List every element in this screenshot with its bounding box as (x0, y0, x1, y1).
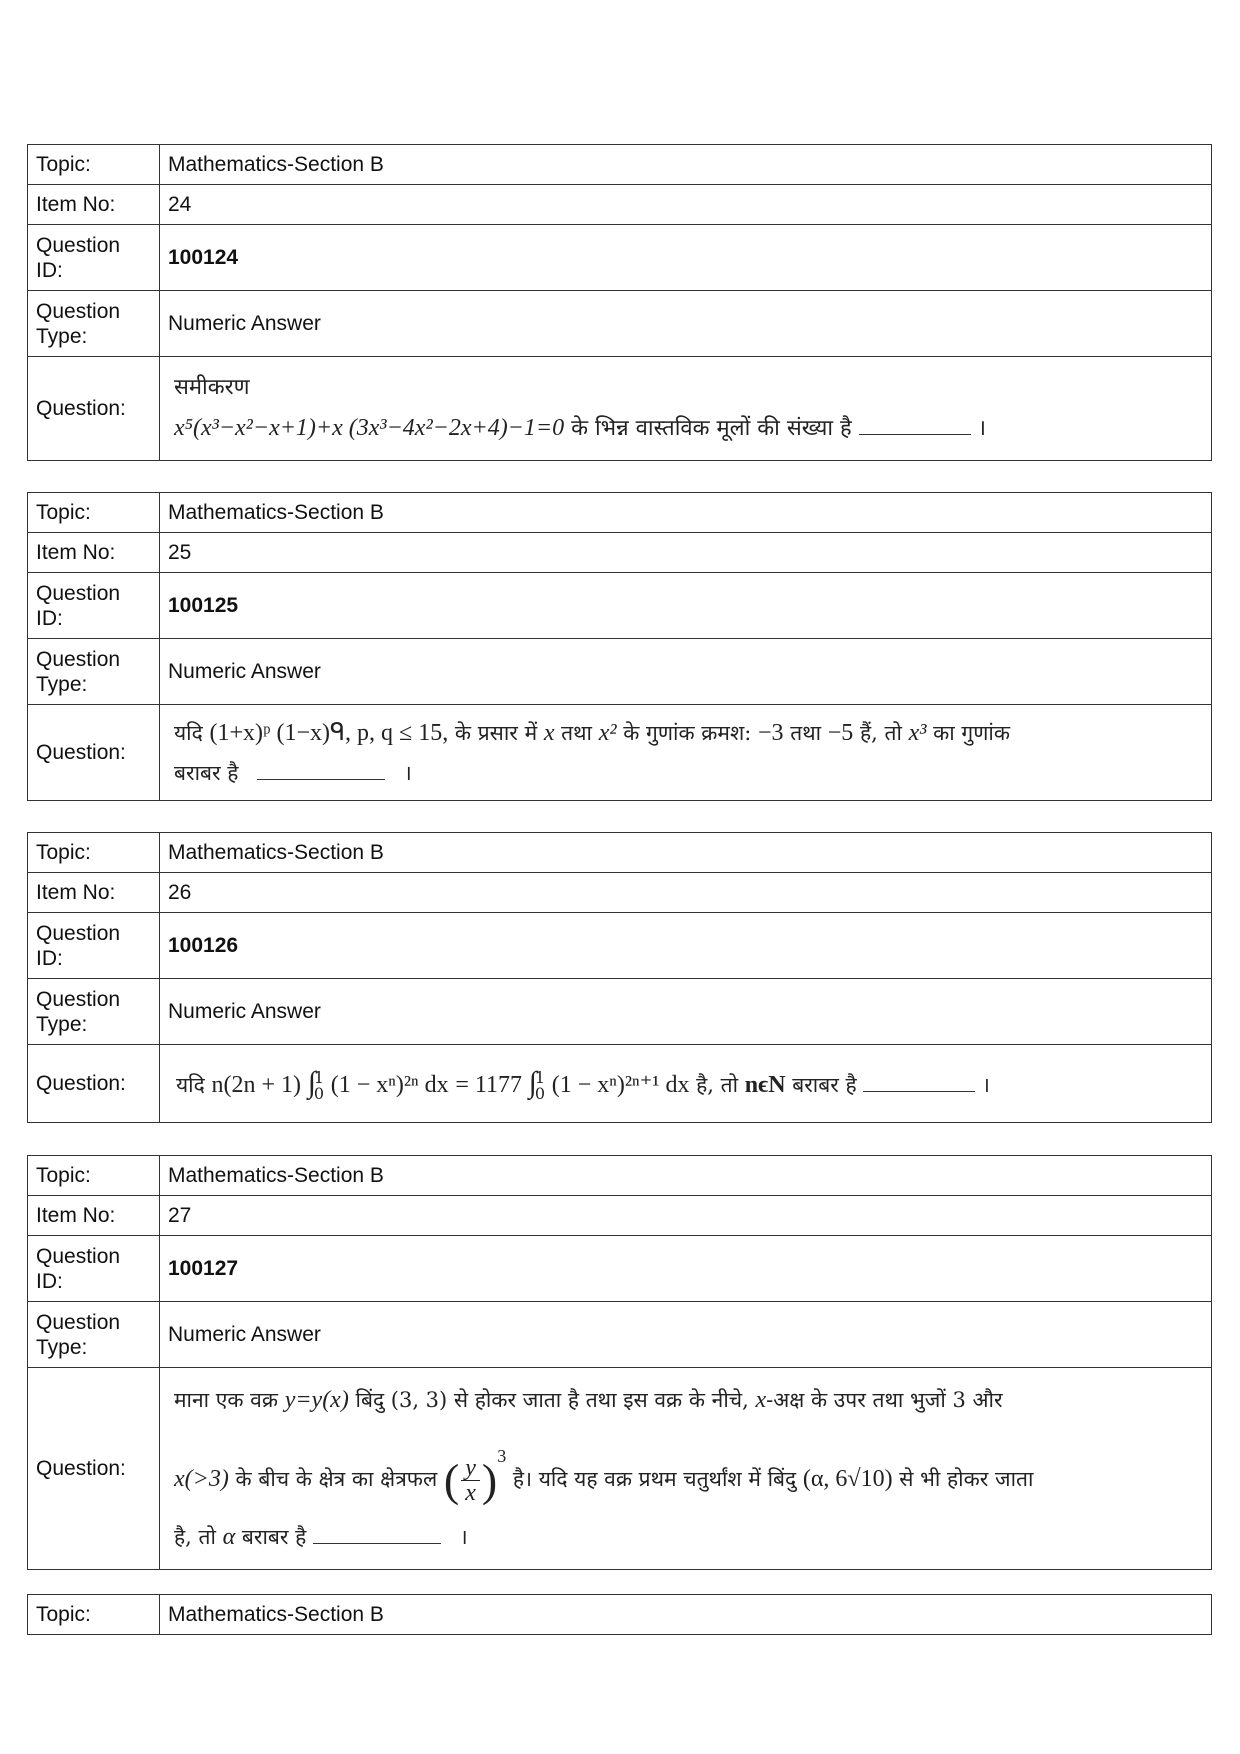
end-mark: । (982, 1072, 990, 1097)
lhs-factor: n(2n + 1) (211, 1071, 301, 1098)
question-type-label: Question Type: (28, 639, 160, 705)
answer-blank (863, 1069, 975, 1092)
question-body (160, 705, 1212, 801)
equation: x⁵(x³−x²−x+1)+x (3x³−4x²−2x+4)−1=0 (174, 415, 565, 441)
question-tail: के भिन्न वास्तविक मूलों की संख्या है (571, 416, 852, 441)
question-table-25 (27, 492, 1212, 801)
text-segment: के बीच के क्षेत्र का क्षेत्रफल (235, 1467, 438, 1491)
question-label: Question: (28, 357, 160, 461)
topic-label: Topic: (28, 833, 160, 873)
question-line-2: बराबर है (174, 760, 239, 785)
item-no-label: Item No: (28, 185, 160, 225)
prefix: यदि (176, 1072, 205, 1097)
end-mark: । (403, 760, 412, 785)
item-no-label: Item No: (28, 873, 160, 913)
question-body (160, 357, 1212, 461)
text-segment: माना एक वक्र (174, 1388, 278, 1412)
topic-label: Topic: (28, 145, 160, 185)
answer-blank (313, 1521, 441, 1544)
lower-limit: 0 (534, 1084, 546, 1103)
upper-limit: 1 (534, 1068, 546, 1087)
question-label: Question: (28, 1045, 160, 1123)
upper-limit: 1 (313, 1068, 325, 1087)
question-id-value: 100126 (160, 913, 1212, 979)
right-paren-icon: ) (481, 1454, 498, 1506)
answer-blank (859, 412, 971, 435)
text-segment: बिंदु (3, 3) से होकर जाता है तथा इस वक्र के नीचे, (355, 1388, 749, 1412)
question-type-label: Question Type: (28, 979, 160, 1045)
question-label: Question: (28, 1368, 160, 1570)
question-table-24 (27, 144, 1212, 461)
question-id-value: 100124 (160, 225, 1212, 291)
question-type-value: Numeric Answer (160, 639, 1212, 705)
text-segment: तथा (561, 720, 592, 745)
topic-value: Mathematics-Section B (160, 833, 1212, 873)
question-type-label: Question Type: (28, 1302, 160, 1368)
topic-label: Topic: (28, 1156, 160, 1196)
question-table-27 (27, 1155, 1212, 1570)
item-no-label: Item No: (28, 533, 160, 573)
item-no-value: 25 (160, 533, 1212, 573)
text-segment: के गुणांक क्रमश: (623, 720, 752, 745)
end-mark: । (977, 416, 987, 441)
topic-value: Mathematics-Section B (160, 145, 1212, 185)
equals-constant: = 1177 (455, 1071, 522, 1098)
left-paren-icon: ( (443, 1454, 460, 1506)
fraction-numerator: y (461, 1456, 480, 1481)
var-x3: x³ (908, 719, 927, 746)
integral-icon: ∫ (528, 1065, 537, 1099)
question-table-26 (27, 832, 1212, 1123)
text-segment: है, तो (174, 1524, 216, 1549)
question-type-value: Numeric Answer (160, 291, 1212, 357)
topic-label: Topic: (28, 493, 160, 533)
integrand-1: (1 − xⁿ)²ⁿ dx (330, 1071, 449, 1098)
question-id-value: 100127 (160, 1236, 1212, 1302)
topic-value: Mathematics-Section B (160, 1595, 1212, 1635)
fraction-denominator: x (465, 1480, 476, 1506)
integrand-2: (1 − xⁿ)²ⁿ⁺¹ dx (551, 1071, 690, 1098)
item-no-value: 24 (160, 185, 1212, 225)
fraction-y-over-x (461, 1456, 480, 1505)
exponent: 3 (497, 1446, 507, 1466)
text-segment: के प्रसार में (454, 720, 538, 745)
topic-label: Topic: (28, 1595, 160, 1635)
question-body (160, 1368, 1212, 1570)
question-tail: बराबर है (792, 1072, 857, 1097)
item-no-value: 26 (160, 873, 1212, 913)
expansion-expr: (1+x)ᵖ (1−x)ᑫ, p, q ≤ 15, (209, 719, 449, 746)
text-segment: है, तो (696, 1072, 739, 1097)
answer-blank (257, 757, 385, 780)
question-line-1: समीकरण (174, 375, 250, 400)
var-x2: x² (598, 719, 617, 746)
item-no-label: Item No: (28, 1196, 160, 1236)
var-x: x (543, 719, 555, 746)
text-segment: तथा (790, 720, 822, 745)
prefix: यदि (174, 720, 203, 745)
lower-limit: 0 (313, 1084, 325, 1103)
alpha-var: α (222, 1523, 236, 1550)
question-body (160, 1045, 1212, 1123)
question-id-value: 100125 (160, 573, 1212, 639)
question-table-28 (27, 1594, 1212, 1635)
integral-limits (535, 1070, 545, 1102)
question-type-value: Numeric Answer (160, 1302, 1212, 1368)
text-segment: का गुणांक (933, 720, 1010, 745)
question-label: Question: (28, 705, 160, 801)
coefficient-2: −5 (827, 719, 854, 746)
x-gt-3: x(>3) (174, 1466, 229, 1492)
item-no-value: 27 (160, 1196, 1212, 1236)
end-mark: । (459, 1524, 468, 1549)
question-type-label: Question Type: (28, 291, 160, 357)
text-segment: बराबर है (241, 1524, 307, 1549)
integral-limits (314, 1070, 324, 1102)
question-id-label: Question ID: (28, 913, 160, 979)
topic-value: Mathematics-Section B (160, 1156, 1212, 1196)
text-segment: है। यदि यह वक्र प्रथम चतुर्थांश में बिंदु (512, 1467, 797, 1491)
topic-value: Mathematics-Section B (160, 493, 1212, 533)
text-segment: -अक्ष के उपर तथा भुजों 3 और (766, 1388, 1003, 1412)
curve-expr: y=y(x) (284, 1387, 349, 1413)
question-id-label: Question ID: (28, 1236, 160, 1302)
question-id-label: Question ID: (28, 573, 160, 639)
question-type-value: Numeric Answer (160, 979, 1212, 1045)
text-segment: से भी होकर जाता (899, 1467, 1034, 1491)
point-alpha: (α, 6√10) (802, 1466, 893, 1492)
n-in-N: nϵN (744, 1071, 786, 1098)
integral-icon: ∫ (307, 1065, 316, 1099)
coefficient-1: −3 (758, 719, 784, 746)
axis-var: x (755, 1387, 767, 1413)
question-id-label: Question ID: (28, 225, 160, 291)
text-segment: हैं, तो (860, 720, 902, 745)
